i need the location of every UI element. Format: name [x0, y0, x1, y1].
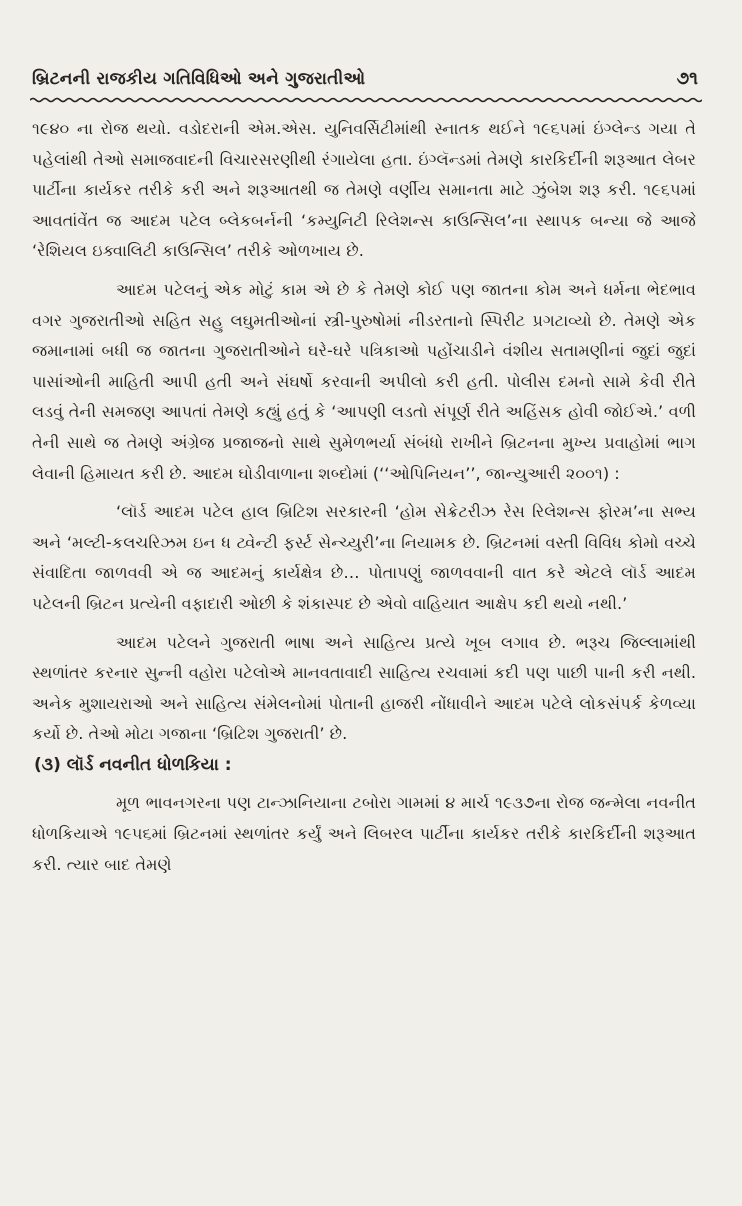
body-text [32, 114, 696, 880]
page-header [32, 68, 698, 89]
paragraph-4: આદમ પટેલને ગુજરાતી ભાષા અને સાહિત્ય પ્રત્યે ખૂબ લગાવ છે. ભરૂચ જિલ્લામાંથી સ્થળાંતર કરનાર સુન્ની વહોરા પટેલોએ માનવતાવાદી સાહિત્ય રચવામાં કદી પણ પાછી પાની કરી નથી. અનેક મુશાયરાઓ અને સાહિત્ય સંમેલનોમાં પોતાની હાજરી નોંધાવીને આદમ પટેલે લોકસંપર્ક કેળવ્યા કર્યો છે. તેઓ મોટા ગજાના ‘બ્રિટિશ ગુજરાતી’ છે. [32, 632, 696, 744]
paragraph-last: મૂળ ભાવનગરના પણ ટાન્ઝાનિયાના ટબોરા ગામમાં ૪ માર્ચ ૧૯૩૭ના રોજ જન્મેલા નવનીત ધોળકિયાએ ૧૯૫૬માં બ્રિટનમાં સ્થળાંતર કર્યું અને લિબરલ પાર્ટીના કાર્યકર તરીકે કારકિર્દીની શરૂઆત કરી. ત્યાર બાદ તેમણે [32, 793, 696, 874]
quote-paragraph: ‘લૉર્ડ આદમ પટેલ હાલ બ્રિટિશ સરકારની ‘હોમ સેક્રેટરીઝ રેસ રિલેશન્સ ફોરમ’ના સભ્ય અને ‘મલ્ટી-કલચરિઝમ ઇન ધ ટ્વેન્ટી ફર્સ્ટ સેન્ચ્યુરી’ના નિયામક છે. બ્રિટનમાં વસ્તી વિવિધ કોમો વચ્ચે સંવાદિતા જાળવવી એ જ આદમનું કાર્યક્ષેત્ર છે… પોતાપણું જાળવવાની વાત કરે એટલે લૉર્ડ આદમ પટેલની બ્રિટન પ્રત્યેની વફાદારી ઓછી કે શંકાસ્પદ છે એવો વાહિયાત આક્ષેપ કદી થયો નથી.’ [32, 502, 696, 613]
paragraph-1: ૧૯૪૦ ના રોજ થયો. વડોદરાની એમ.એસ. યુનિવર્સિટીમાંથી સ્નાતક થઈને ૧૯૬૫માં ઇંગ્લેન્ડ ગયા તે પહેલાંથી તેઓ સમાજવાદની વિચારસરણીથી રંગાયેલા હતા. ઇંગ્લૅન્ડમાં તેમણે કારકિર્દીની શરૂઆત લેબર પાર્ટીના કાર્યકર તરીકે કરી અને શરૂઆતથી જ તેમણે વર્ણીય સમાનતા માટે ઝુંબેશ શરૂ કરી. ૧૯૬૫માં આવતાંવેંત જ આદમ પટેલ બ્લેકબર્નની ‘કમ્યુનિટી રિલેશન્સ કાઉન્સિલ’ના સ્થાપક બન્યા જે આજે ‘રેશિયલ ઇક્વાલિટી કાઉન્સિલ’ તરીકે ઓળખાય છે. [32, 119, 696, 261]
running-title: બ્રિટનની રાજકીય ગતિવિધિઓ અને ગુજરાતીઓ [32, 69, 366, 89]
header-wavy-rule [30, 97, 702, 103]
paragraph-2: આદમ પટેલનું એક મોટું કામ એ છે કે તેમણે કોઈ પણ જાતના કોમ અને ધર્મના ભેદભાવ વગર ગુજરાતીઓ સહિત સહુ લઘુમતીઓનાં સ્ત્રી-પુરુષોમાં નીડરતાનો સ્પિરીટ પ્રગટાવ્યો છે. તેમણે એક જમાનામાં બધી જ જાતના ગુજરાતીઓને ઘરે-ઘરે પત્રિકાઓ પહોંચાડીને વંશીય સતામણીનાં જુદાં જુદાં પાસાંઓની માહિતી આપી હતી અને સંઘર્ષો કરવાની અપીલો કરી હતી. પોલીસ દમનો સામે કેવી રીતે લડવું તેની સમજણ આપતાં તેમણે કહ્યું હતું કે ‘આપણી લડતો સંપૂર્ણ રીતે અહિંસક હોવી જોઈએ.’ વળી તેની સાથે જ તેમણે અંગ્રેજ પ્રજાજનો સાથે સુમેળભર્યા સંબંધો રાખીને બ્રિટનના મુખ્ય પ્રવાહોમાં ભાગ લેવાની હિમાયત કરી છે. આદમ ઘોડીવાળાના શબ્દોમાં (‘‘ઓપિનિયન’’, જાન્યુઆરી ૨૦૦૧) : [32, 279, 696, 483]
section-heading: (૩) લૉર્ડ નવનીત ધોળકિયા : [34, 754, 232, 775]
page-number: ૭૧ [676, 68, 698, 89]
